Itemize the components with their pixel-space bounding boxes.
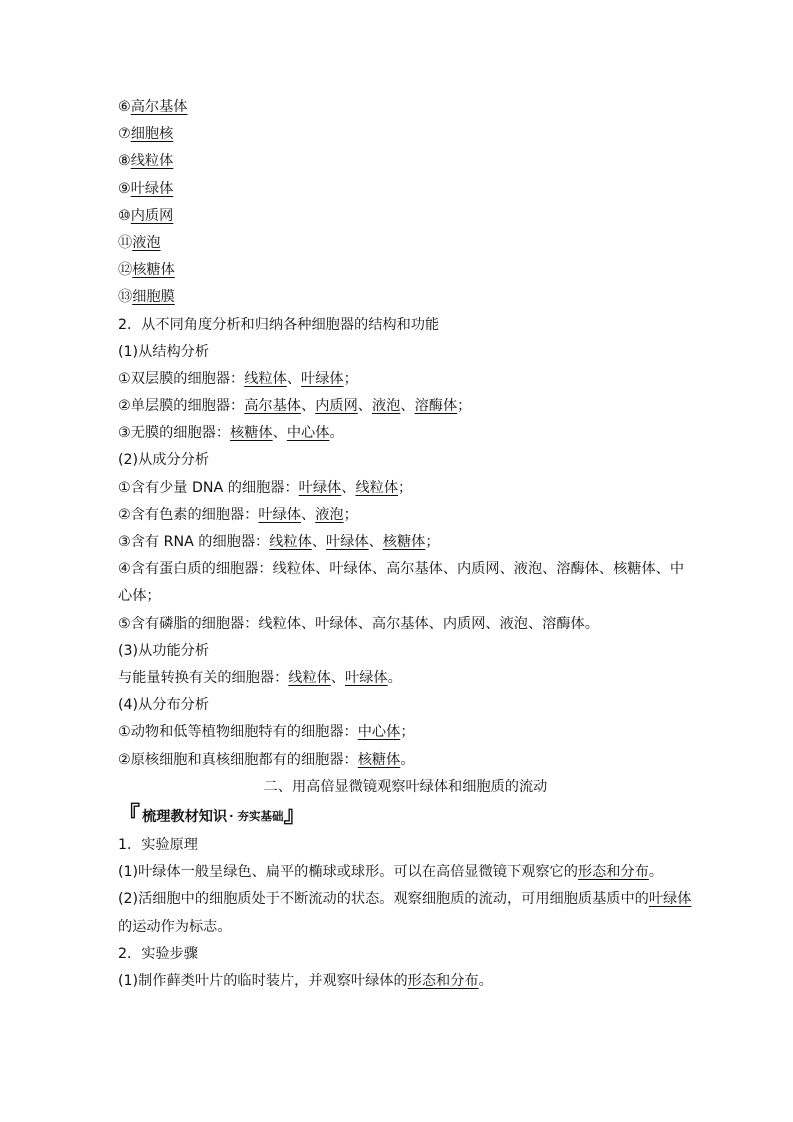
- distribution-both: ②原核细胞和真核细胞都有的细胞器：核糖体。: [118, 751, 415, 768]
- section-header-banner: [118, 803, 306, 829]
- composition-rna: ③含有 RNA 的细胞器：线粒体、叶绿体、核糖体；: [118, 534, 440, 550]
- distribution-animal: ①动物和低等植物细胞特有的细胞器：中心体；: [118, 724, 415, 741]
- list-item: ⑩内质网: [118, 207, 174, 224]
- list-item: ⑦细胞核: [118, 126, 174, 143]
- organelle-list: [118, 94, 693, 312]
- function-energy: 与能量转换有关的细胞器：线粒体、叶绿体。: [118, 669, 402, 686]
- subsection-heading: (1)从结构分析: [118, 343, 210, 360]
- subsection-heading: (4)从分布分析: [118, 697, 210, 714]
- bracket-left: 『: [118, 803, 141, 828]
- steps-s1: (1)制作藓类叶片的临时装片，并观察叶绿体的形态和分布。: [118, 972, 493, 989]
- structure-double-membrane: ①双层膜的细胞器：线粒体、叶绿体；: [118, 370, 358, 387]
- list-item: ⑫核糖体: [118, 262, 175, 279]
- principle-heading: 1．实验原理: [118, 837, 198, 853]
- subsection-heading: (3)从功能分析: [118, 642, 210, 659]
- composition-protein: ④含有蛋白质的细胞器：线粒体、叶绿体、高尔基体、内质网、液泡、溶酶体、核糖体、中心体；: [118, 561, 685, 605]
- section-title: 2．从不同角度分析和归纳各种细胞器的结构和功能: [118, 316, 440, 333]
- principle-p1: (1)叶绿体一般呈绿色、扁平的椭球或球形。可以在高倍显微镜下观察它的形态和分布。: [118, 864, 664, 881]
- structure-no-membrane: ③无膜的细胞器：核糖体、中心体。: [118, 425, 344, 442]
- list-item: ⑧线粒体: [118, 153, 174, 170]
- list-item: ⑥高尔基体: [118, 99, 188, 115]
- document-page: [118, 94, 693, 801]
- composition-pigment: ②含有色素的细胞器：叶绿体、液泡；: [118, 506, 358, 523]
- part2-body: [118, 832, 693, 995]
- header-title: 梳理教材知识: [142, 809, 228, 825]
- header-subtitle: · 夯实基础: [229, 809, 284, 823]
- list-item: ⑪液泡: [118, 234, 161, 251]
- list-item: ⑬细胞膜: [118, 289, 175, 306]
- steps-heading: 2．实验步骤: [118, 945, 198, 962]
- composition-phospholipid: ⑤含有磷脂的细胞器：线粒体、叶绿体、高尔基体、内质网、液泡、溶酶体。: [118, 615, 599, 632]
- principle-p2: (2)活细胞中的细胞质处于不断流动的状态。观察细胞质的流动，可用细胞质基质中的叶绿体的运动作为标志。: [118, 891, 692, 935]
- bracket-right: 』: [283, 803, 306, 828]
- list-item: ⑨叶绿体: [118, 180, 174, 197]
- structure-single-membrane: ②单层膜的细胞器：高尔基体、内质网、液泡、溶酶体；: [118, 398, 472, 415]
- subsection-heading: (2)从成分分析: [118, 452, 210, 469]
- part-title: 二、用高倍显微镜观察叶绿体和细胞质的流动: [263, 778, 548, 795]
- composition-dna: ①含有少量 DNA 的细胞器：叶绿体、线粒体；: [118, 479, 413, 496]
